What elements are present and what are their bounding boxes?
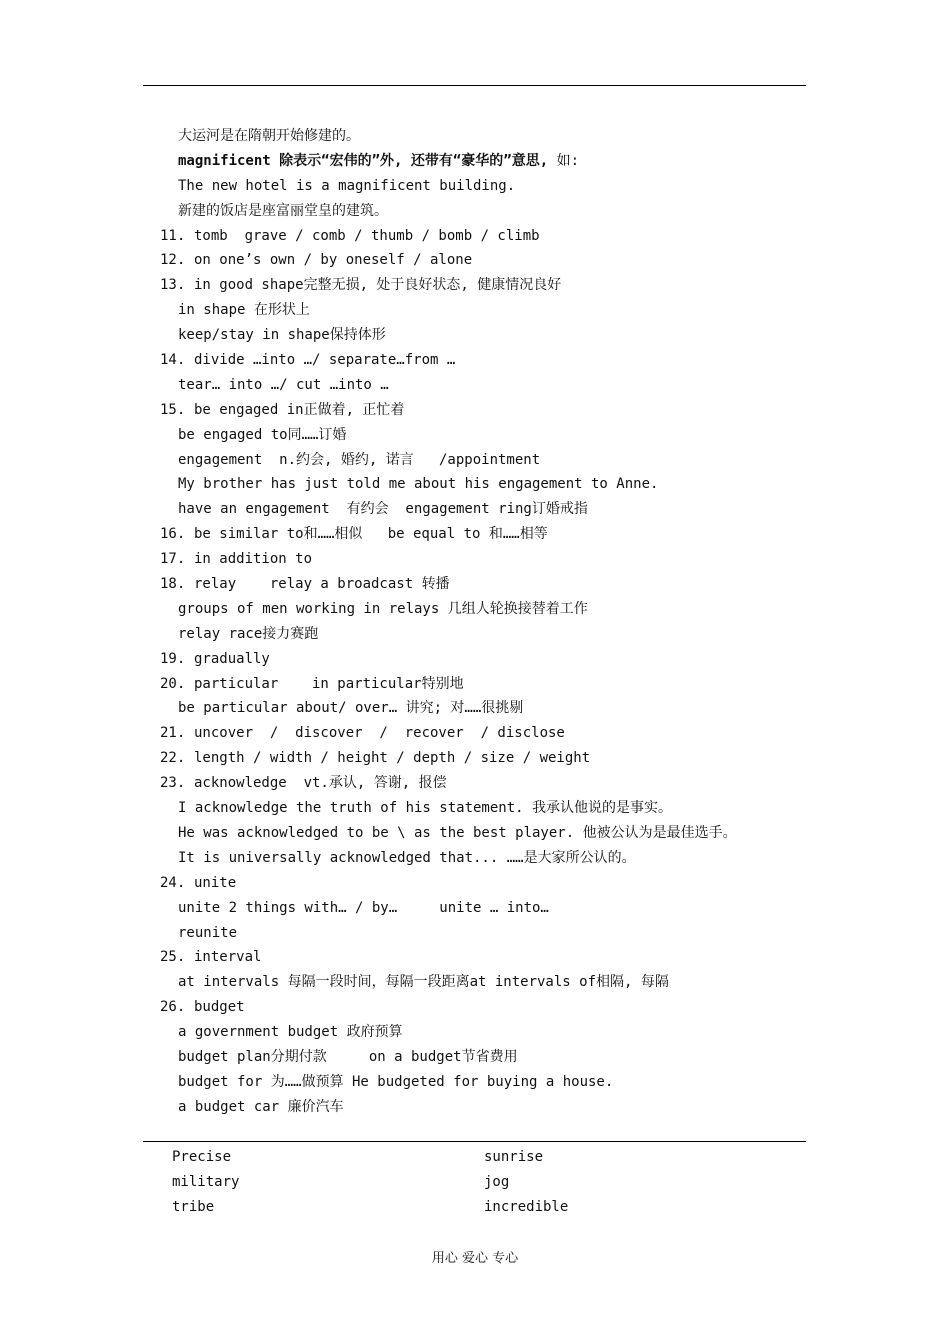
header-rule <box>143 85 806 86</box>
list-item <box>160 647 800 672</box>
sub-line: keep/stay in shape保持体形 <box>178 327 386 344</box>
item-text: uncover / discover / recover / disclose <box>194 725 565 742</box>
list-item <box>160 995 800 1020</box>
item-text: acknowledge vt.承认, 答谢, 报偿 <box>194 775 447 792</box>
item-number: 20. <box>160 675 186 692</box>
sub-line: in shape 在形状上 <box>178 302 310 319</box>
sub-line: groups of men working in relays 几组人轮换接替着工作 <box>178 600 588 617</box>
item-text: interval <box>194 949 262 966</box>
word-row <box>172 1170 792 1195</box>
item-text: be similar to和……相似 be equal to 和……相等 <box>194 526 548 543</box>
sub-line: be particular about/ over… 讲究; 对……很挑剔 <box>178 700 524 717</box>
item-number: 14. <box>160 352 186 369</box>
note-suffix: 如: <box>548 152 580 169</box>
word-right: incredible <box>484 1198 569 1215</box>
word-left: tribe <box>172 1198 215 1215</box>
item-number: 13. <box>160 277 186 294</box>
item-number: 19. <box>160 650 186 667</box>
item-text: relay relay a broadcast 转播 <box>194 576 450 593</box>
list-item <box>160 522 800 547</box>
item-number: 26. <box>160 999 186 1016</box>
item-number: 21. <box>160 725 186 742</box>
item-number: 17. <box>160 551 186 568</box>
sub-line: He was acknowledged to be \ as the best player. 他被公认为是最佳选手。 <box>178 824 737 841</box>
item-number: 24. <box>160 874 186 891</box>
item-number: 18. <box>160 576 186 593</box>
sub-line: budget for 为……做预算 He budgeted for buying a house. <box>178 1073 614 1090</box>
item-text: be engaged in正做着, 正忙着 <box>194 401 405 418</box>
sub-line: at intervals 每隔一段时间，每隔一段距离at intervals of相隔, 每隔 <box>178 974 669 991</box>
list-item <box>160 547 800 572</box>
item-number: 23. <box>160 775 186 792</box>
sub-line: be engaged to同……订婚 <box>178 426 347 443</box>
sub-line: The new hotel is a magnificent building. <box>178 177 516 194</box>
word-row <box>172 1145 792 1170</box>
word-left: Precise <box>172 1149 232 1165</box>
list-item <box>160 572 800 597</box>
item-number: 22. <box>160 750 186 767</box>
item-text: budget <box>194 999 245 1016</box>
sub-line: My brother has just told me about his engagement to Anne. <box>178 476 659 493</box>
item-text: divide …into …/ separate…from … <box>194 352 456 369</box>
item-text: gradually <box>194 650 270 667</box>
sub-line: relay race接力赛跑 <box>178 625 319 642</box>
item-text: tomb grave / comb / thumb / bomb / climb <box>194 227 540 244</box>
list-item <box>160 398 800 423</box>
item-text: particular in particular特别地 <box>194 675 464 692</box>
item-text: in good shape完整无损, 处于良好状态, 健康情况良好 <box>194 277 562 294</box>
sub-line: tear… into …/ cut …into … <box>178 376 389 393</box>
sub-line: reunite <box>178 924 238 941</box>
sub-line: have an engagement 有约会 engagement ring订婚戒指 <box>178 501 588 518</box>
list-item <box>160 945 800 970</box>
sub-line: budget plan分期付款 on a budget节省费用 <box>178 1048 518 1065</box>
list-item <box>160 746 800 771</box>
list-item <box>160 721 800 746</box>
item-number: 16. <box>160 526 186 543</box>
list-item <box>160 672 800 697</box>
sub-line: unite 2 things with… / by… unite … into… <box>178 899 549 916</box>
document-body <box>160 124 800 1120</box>
list-item <box>160 871 800 896</box>
sub-line: engagement n.约会, 婚约, 诺言 /appointment <box>178 451 541 468</box>
bold-note: magnificent 除表示“宏伟的”外, 还带有“豪华的”意思, <box>178 152 549 169</box>
list-item <box>160 273 800 298</box>
list-item <box>160 224 800 249</box>
sub-line: a budget car 廉价汽车 <box>178 1098 344 1115</box>
word-right: jog <box>484 1173 510 1190</box>
sub-line: a government budget 政府预算 <box>178 1024 403 1041</box>
item-text: in addition to <box>194 551 313 568</box>
list-item <box>160 348 800 373</box>
word-row <box>172 1195 792 1220</box>
word-list <box>172 1145 792 1220</box>
section-divider <box>143 1141 806 1142</box>
item-text: unite <box>194 874 237 891</box>
item-text: length / width / height / depth / size / weight <box>194 750 591 767</box>
list-item <box>160 248 800 273</box>
page-footer: 用心 爱心 专心 <box>431 1251 519 1266</box>
item-number: 12. <box>160 252 186 269</box>
sub-line: 大运河是在隋朝开始修建的。 <box>178 128 360 144</box>
sub-line: It is universally acknowledged that... ……是大家所公认的。 <box>178 849 636 866</box>
item-number: 25. <box>160 949 186 966</box>
sub-line: I acknowledge the truth of his statement. 我承认他说的是事实。 <box>178 800 673 817</box>
item-number: 15. <box>160 401 186 418</box>
sub-line: 新建的饭店是座富丽堂皇的建筑。 <box>178 202 388 219</box>
item-text: on one’s own / by oneself / alone <box>194 252 473 269</box>
item-number: 11. <box>160 227 186 244</box>
note-line <box>160 149 800 174</box>
word-left: military <box>172 1173 240 1190</box>
word-right: sunrise <box>484 1149 544 1165</box>
list-item <box>160 771 800 796</box>
